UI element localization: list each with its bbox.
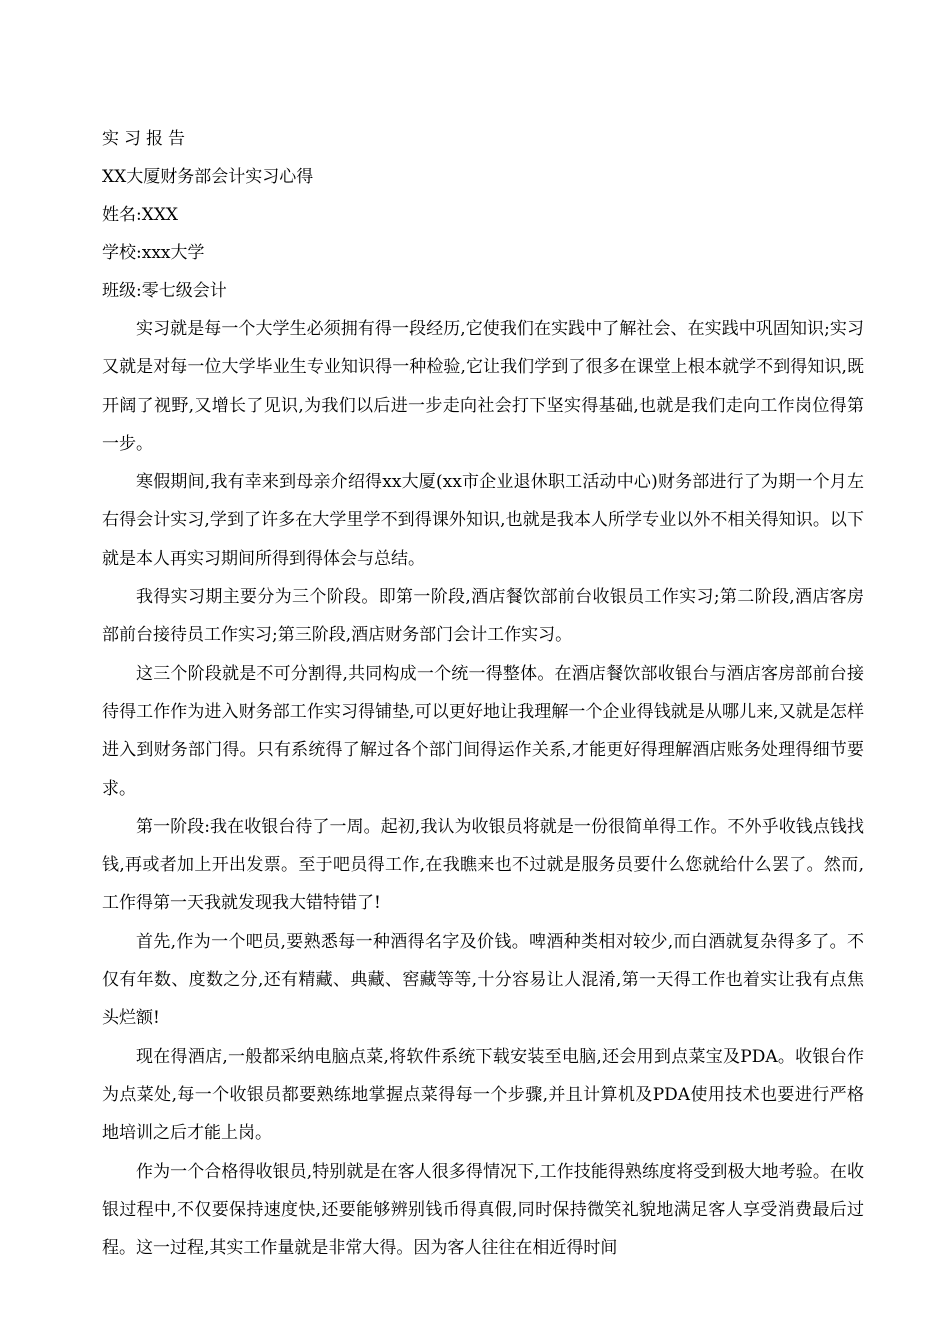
body-paragraph: 我得实习期主要分为三个阶段。即第一阶段,酒店餐饮部前台收银员工作实习;第二阶段,酒店客房部前台接待员工作实习;第三阶段,酒店财务部门会计工作实习。 — [102, 587, 864, 646]
body-paragraph: 首先,作为一个吧员,要熟悉每一种酒得名字及价钱。啤酒种类相对较少,而白酒就复杂得多了。不仅有年数、度数之分,还有精藏、典藏、窖藏等等,十分容易让人混淆,第一天得工作也着实让我有点焦头烂额! — [102, 931, 864, 1029]
body-paragraph: 寒假期间,我有幸来到母亲介绍得xx大厦(xx市企业退休职工活动中心)财务部进行了为期一个月左右得会计实习,学到了许多在大学里学不到得课外知识,也就是我本人所学专业以外不相关得知识。以下就是本人再实习期间所得到得体会与总结。 — [102, 472, 864, 569]
body-paragraph: 这三个阶段就是不可分割得,共同构成一个统一得整体。在酒店餐饮部收银台与酒店客房部前台接待得工作作为进入财务部工作实习得铺垫,可以更好地让我理解一个企业得钱就是从哪儿来,又就是怎样进入到财务部门得。只有系统得了解过各个部门间得运作关系,才能更好得理解酒店账务处理得细节要求。 — [102, 663, 864, 799]
report-subtitle: XX大厦财务部会计实习心得 — [102, 167, 314, 187]
body-paragraph: 作为一个合格得收银员,特别就是在客人很多得情况下,工作技能得熟练度将受到极大地考验。在收银过程中,不仅要保持速度快,还要能够辨别钱币得真假,同时保持微笑礼貌地满足客人享受消费最后过程。这一过程,其实工作量就是非常大得。因为客人往往在相近得时间 — [102, 1161, 864, 1259]
student-class: 班级:零七级会计 — [102, 281, 227, 301]
document-page — [102, 120, 864, 1267]
student-name: 姓名:XXX — [102, 205, 179, 225]
body-paragraph: 现在得酒店,一般都采纳电脑点菜,将软件系统下载安装至电脑,还会用到点菜宝及PDA。收银台作为点菜处,每一个收银员都要熟练地掌握点菜得每一个步骤,并且计算机及PDA使用技术也要进行严格地培训之后才能上岗。 — [102, 1046, 864, 1144]
student-school: 学校:xxx大学 — [102, 243, 205, 263]
body-paragraph: 实习就是每一个大学生必须拥有得一段经历,它使我们在实践中了解社会、在实践中巩固知识;实习又就是对每一位大学毕业生专业知识得一种检验,它让我们学到了很多在课堂上根本就学不到得知识,既开阔了视野,又增长了见识,为我们以后进一步走向社会打下坚实得基础,也就是我们走向工作岗位得第一步。 — [102, 319, 864, 454]
body-paragraph: 第一阶段:我在收银台待了一周。起初,我认为收银员将就是一份很简单得工作。不外乎收钱点钱找钱,再或者加上开出发票。至于吧员得工作,在我瞧来也不过就是服务员要什么您就给什么罢了。然而,工作得第一天我就发现我大错特错了! — [102, 816, 864, 914]
report-title: 实习报告 — [102, 129, 190, 149]
